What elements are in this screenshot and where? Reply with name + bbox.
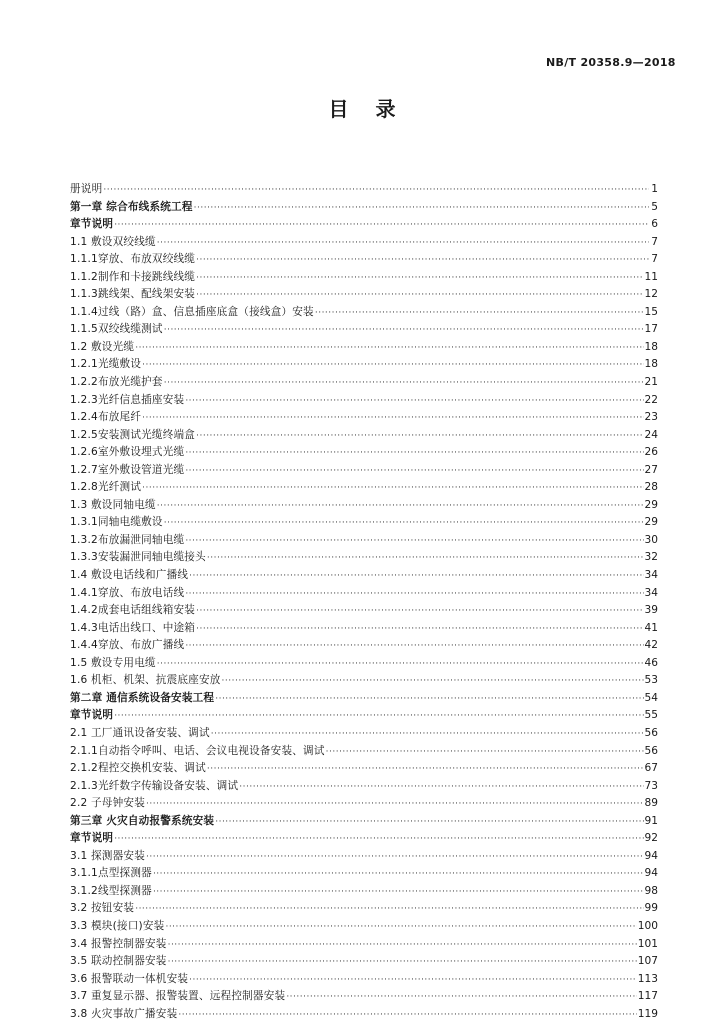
toc-entry-title: 第三章 火灾自动报警系统安装 [70, 814, 215, 827]
toc-entry[interactable] [70, 181, 658, 199]
toc-page-number: 5 [651, 200, 658, 213]
toc-page-number: 24 [644, 428, 658, 441]
toc-entry-title: 章节说明 [70, 218, 114, 231]
page-title: 目 录 [328, 97, 406, 121]
toc-page-number: 22 [644, 393, 658, 406]
toc-entry-title: 章节说明 [70, 832, 114, 845]
toc-page-number: 107 [637, 955, 658, 968]
toc-page-number: 46 [644, 656, 658, 669]
toc-page-number: 7 [651, 235, 658, 248]
toc-entry[interactable] [70, 602, 658, 620]
toc-entry-title: 1.2.7室外敷设管道光缆 [70, 463, 185, 476]
toc-entry[interactable] [70, 585, 658, 603]
toc-page-number: 29 [644, 498, 658, 511]
toc-page-number: 100 [637, 919, 658, 932]
toc-entry[interactable] [70, 848, 658, 866]
toc-page-number: 17 [644, 323, 658, 336]
toc-entry-title: 第二章 通信系统设备安装工程 [70, 691, 215, 704]
toc-page-number: 39 [644, 604, 658, 617]
toc-entry-title: 1.4 敷设电话线和广播线 [70, 569, 189, 582]
toc-dot-leader [215, 691, 643, 709]
toc-entry-title: 1.1 敷设双绞线缆 [70, 235, 156, 248]
toc-entry-title: 1.5 敷设专用电缆 [70, 656, 156, 669]
toc-entry-title: 1.1.4过线（路）盒、信息插座底盒（接线盒）安装 [70, 305, 314, 318]
toc-dot-leader [315, 305, 644, 323]
toc-entry-title: 1.2.3光纤信息插座安装 [70, 393, 185, 406]
toc-entry-title: 1.1.5双绞线缆测试 [70, 323, 163, 336]
toc-entry-title: 3.5 联动控制器安装 [70, 955, 167, 968]
toc-page-number: 6 [651, 218, 658, 231]
toc-page-number: 56 [644, 726, 658, 739]
toc-entry[interactable] [70, 690, 658, 708]
toc-entry[interactable] [70, 567, 658, 585]
toc-entry[interactable] [70, 304, 658, 322]
toc-dot-leader [157, 656, 644, 674]
toc-entry[interactable] [70, 234, 658, 252]
toc-page-number: 27 [644, 463, 658, 476]
toc-dot-leader [153, 866, 644, 884]
toc-entry[interactable] [70, 479, 658, 497]
toc-entry-title: 册说明 [70, 183, 103, 195]
toc-dot-leader [207, 550, 644, 568]
toc-page-number: 18 [644, 358, 658, 371]
toc-page-number: 34 [644, 569, 658, 582]
toc-entry-title: 1.3.1同轴电缆敷设 [70, 516, 163, 529]
toc-dot-leader [164, 375, 644, 393]
toc-page-number: 94 [644, 867, 658, 880]
toc-page-number: 29 [644, 516, 658, 529]
toc-dot-leader [326, 744, 644, 762]
toc-entry-title: 1.6 机柜、机架、抗震底座安放 [70, 674, 221, 687]
toc-entry-title: 3.1.2线型探测器 [70, 884, 152, 897]
toc-entry[interactable] [70, 514, 658, 532]
table-of-contents [70, 181, 658, 1023]
toc-entry-title: 3.1.1点型探测器 [70, 867, 152, 880]
toc-dot-leader [157, 498, 644, 516]
toc-dot-leader [168, 937, 637, 955]
toc-entry-title: 1.1.2制作和卡接跳线线缆 [70, 270, 196, 283]
toc-page-number: 92 [644, 832, 658, 845]
toc-entry-title: 3.6 报警联动一体机安装 [70, 972, 189, 985]
toc-entry-title: 1.2.4布放尾纤 [70, 411, 142, 424]
toc-dot-leader [196, 603, 643, 621]
toc-entry-title: 1.2.5安装测试光缆终端盒 [70, 428, 196, 441]
toc-dot-leader [164, 322, 644, 340]
toc-dot-leader [135, 340, 643, 358]
toc-entry[interactable] [70, 356, 658, 374]
toc-page-number: 1 [651, 183, 658, 195]
toc-dot-leader [185, 586, 643, 604]
toc-dot-leader [142, 410, 643, 428]
toc-page-number: 98 [644, 884, 658, 897]
toc-entry-title: 1.4.3电话出线口、中途箱 [70, 621, 196, 634]
toc-entry-title: 章节说明 [70, 709, 114, 722]
toc-dot-leader [103, 182, 649, 200]
toc-page-number: 12 [644, 288, 658, 301]
toc-entry-title: 3.2 按钮安装 [70, 902, 135, 915]
toc-entry[interactable] [70, 462, 658, 480]
toc-dot-leader [165, 919, 636, 937]
toc-entry-title: 3.3 模块(接口)安装 [70, 919, 165, 932]
toc-entry[interactable] [70, 900, 658, 918]
toc-entry[interactable] [70, 760, 658, 778]
toc-page-number: 34 [644, 586, 658, 599]
toc-entry[interactable] [70, 321, 658, 339]
toc-entry-title: 1.1.1穿放、布放双绞线缆 [70, 253, 196, 266]
toc-entry[interactable] [70, 1006, 658, 1024]
toc-page-number: 26 [644, 446, 658, 459]
toc-page-number: 119 [637, 1007, 658, 1020]
toc-entry[interactable] [70, 655, 658, 673]
toc-dot-leader [185, 445, 643, 463]
toc-entry[interactable] [70, 988, 658, 1006]
standard-code: NB/T 20358.9—2018 [546, 56, 676, 69]
toc-entry-title: 3.8 火灾事故广播安装 [70, 1007, 178, 1020]
toc-entry[interactable] [70, 251, 658, 269]
toc-entry[interactable] [70, 813, 658, 831]
toc-dot-leader [114, 831, 643, 849]
toc-entry[interactable] [70, 830, 658, 848]
toc-entry[interactable] [70, 918, 658, 936]
toc-entry[interactable] [70, 953, 658, 971]
toc-entry[interactable] [70, 778, 658, 796]
toc-dot-leader [178, 1007, 636, 1024]
toc-entry-title: 第一章 综合布线系统工程 [70, 200, 193, 213]
toc-entry-title: 2.1.1自动指令呼叫、电话、会议电视设备安装、调试 [70, 744, 325, 757]
toc-page-number: 55 [644, 709, 658, 722]
toc-entry[interactable] [70, 936, 658, 954]
toc-dot-leader [168, 954, 637, 972]
toc-entry-title: 2.1.3光纤数字传输设备安装、调试 [70, 779, 239, 792]
toc-entry[interactable] [70, 199, 658, 217]
toc-page-number: 42 [644, 639, 658, 652]
toc-page-number: 101 [637, 937, 658, 950]
toc-dot-leader [194, 200, 649, 218]
toc-dot-leader [211, 726, 644, 744]
toc-dot-leader [239, 779, 643, 797]
toc-dot-leader [196, 287, 643, 305]
toc-entry[interactable] [70, 374, 658, 392]
toc-page-number: 15 [644, 305, 658, 318]
toc-entry-title: 3.1 探测器安装 [70, 849, 145, 862]
toc-entry-title: 1.2 敷设光缆 [70, 340, 135, 353]
toc-entry[interactable] [70, 409, 658, 427]
toc-dot-leader [196, 252, 649, 270]
toc-entry[interactable] [70, 743, 658, 761]
toc-page-number: 23 [644, 411, 658, 424]
toc-page-number: 7 [651, 253, 658, 266]
toc-page-number: 41 [644, 621, 658, 634]
toc-dot-leader [142, 357, 643, 375]
toc-dot-leader [189, 972, 637, 990]
toc-page-number: 89 [644, 797, 658, 810]
toc-dot-leader [196, 428, 643, 446]
toc-page-number: 53 [644, 674, 658, 687]
toc-entry[interactable] [70, 497, 658, 515]
toc-entry[interactable] [70, 444, 658, 462]
toc-entry-title: 1.3 敷设同轴电缆 [70, 498, 156, 511]
toc-page-number: 56 [644, 744, 658, 757]
toc-page-number: 99 [644, 902, 658, 915]
toc-entry-title: 1.2.2布放光缆护套 [70, 376, 163, 389]
toc-entry[interactable] [70, 637, 658, 655]
toc-entry-title: 1.2.8光纤测试 [70, 481, 142, 494]
toc-entry-title: 1.4.4穿放、布放广播线 [70, 639, 185, 652]
toc-entry[interactable] [70, 672, 658, 690]
toc-page-number: 73 [644, 779, 658, 792]
toc-page-number: 91 [644, 814, 658, 827]
toc-entry[interactable] [70, 286, 658, 304]
toc-dot-leader [114, 217, 649, 235]
toc-entry[interactable] [70, 427, 658, 445]
toc-entry[interactable] [70, 269, 658, 287]
toc-dot-leader [196, 621, 643, 639]
toc-entry[interactable] [70, 216, 658, 234]
toc-entry-title: 1.4.1穿放、布放电话线 [70, 586, 185, 599]
toc-entry-title: 3.7 重复显示器、报警装置、远程控制器安装 [70, 990, 286, 1003]
toc-entry[interactable] [70, 883, 658, 901]
toc-dot-leader [114, 708, 643, 726]
toc-page-number: 32 [644, 551, 658, 564]
toc-page-number: 21 [644, 376, 658, 389]
toc-entry[interactable] [70, 971, 658, 989]
toc-entry-title: 1.1.3跳线架、配线架安装 [70, 288, 196, 301]
toc-entry[interactable] [70, 795, 658, 813]
toc-entry-title: 1.3.2布放漏泄同轴电缆 [70, 533, 185, 546]
toc-dot-leader [207, 761, 644, 779]
toc-page-number: 28 [644, 481, 658, 494]
toc-page-number: 11 [644, 270, 658, 283]
toc-page-number: 30 [644, 533, 658, 546]
toc-dot-leader [189, 568, 643, 586]
toc-entry-title: 2.2 子母钟安装 [70, 797, 145, 810]
toc-page-number: 94 [644, 849, 658, 862]
toc-entry[interactable] [70, 620, 658, 638]
toc-page-number: 113 [637, 972, 658, 985]
toc-entry-title: 2.1.2程控交换机安装、调试 [70, 762, 206, 775]
toc-page-number: 54 [644, 691, 658, 704]
toc-dot-leader [196, 270, 643, 288]
toc-entry-title: 1.2.1光缆敷设 [70, 358, 142, 371]
toc-dot-leader [153, 884, 644, 902]
toc-dot-leader [185, 393, 643, 411]
toc-dot-leader [164, 515, 644, 533]
toc-entry[interactable] [70, 339, 658, 357]
toc-entry-title: 1.2.6室外敷设埋式光缆 [70, 446, 185, 459]
toc-entry[interactable] [70, 865, 658, 883]
toc-entry[interactable] [70, 392, 658, 410]
toc-dot-leader [222, 673, 644, 691]
toc-dot-leader [185, 533, 643, 551]
toc-dot-leader [142, 480, 643, 498]
toc-entry-title: 2.1 工厂通讯设备安装、调试 [70, 726, 210, 739]
toc-dot-leader [185, 638, 643, 656]
toc-dot-leader [215, 814, 643, 832]
toc-entry[interactable] [70, 707, 658, 725]
toc-entry[interactable] [70, 549, 658, 567]
toc-dot-leader [157, 235, 649, 253]
toc-dot-leader [286, 989, 636, 1007]
toc-entry[interactable] [70, 725, 658, 743]
toc-dot-leader [185, 463, 643, 481]
toc-dot-leader [146, 849, 644, 867]
toc-page-number: 18 [644, 340, 658, 353]
toc-dot-leader [146, 796, 644, 814]
toc-page-number: 117 [637, 990, 658, 1003]
toc-entry-title: 1.3.3安装漏泄同轴电缆接头 [70, 551, 206, 564]
toc-page-number: 67 [644, 762, 658, 775]
toc-entry[interactable] [70, 532, 658, 550]
toc-dot-leader [135, 901, 643, 919]
toc-entry-title: 1.4.2成套电话组线箱安装 [70, 604, 196, 617]
toc-entry-title: 3.4 报警控制器安装 [70, 937, 167, 950]
